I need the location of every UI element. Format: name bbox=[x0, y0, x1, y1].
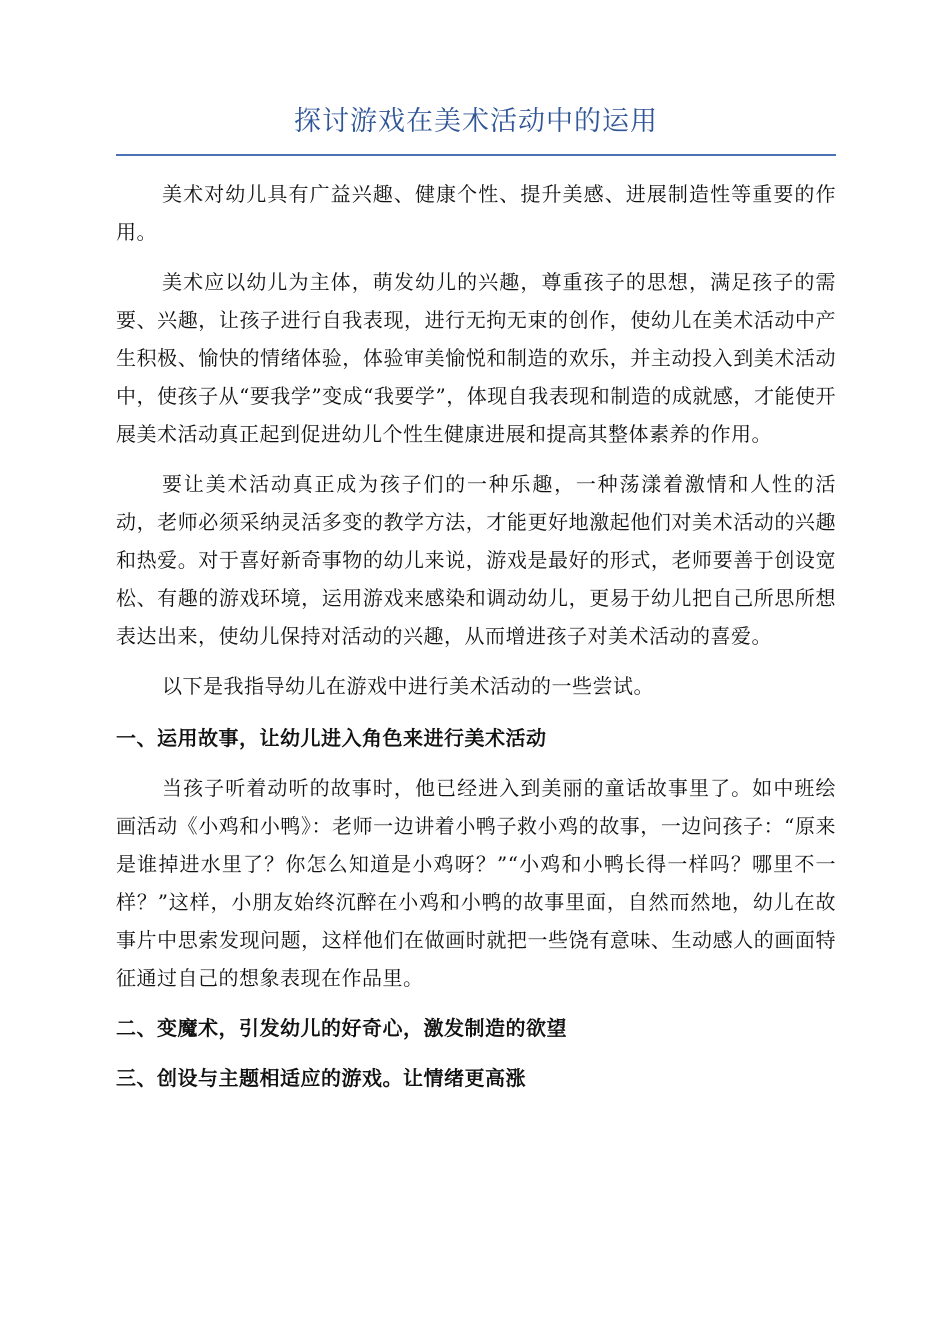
paragraph-games: 要让美术活动真正成为孩子们的一种乐趣，一种荡漾着激情和人性的活动，老师必须采纳灵活多变的教学方法，才能更好地激起他们对美术活动的兴趣和热爱。对于喜好新奇事物的幼儿来说，游戏是最好的形式，老师要善于创设宽松、有趣的游戏环境，运用游戏来感染和调动幼儿，更易于幼儿把自己所思所想表达出来，使幼儿保持对活动的兴趣，从而增进孩子对美术活动的喜爱。 bbox=[116, 472, 836, 648]
document-title: 探讨游戏在美术活动中的运用 bbox=[294, 106, 658, 137]
section-heading-1: 一、运用故事，让幼儿进入角色来进行美术活动 bbox=[116, 726, 547, 750]
paragraph-subject: 美术应以幼儿为主体，萌发幼儿的兴趣，尊重孩子的思想，满足孩子的需要、兴趣，让孩子进行自我表现，进行无拘无束的创作，使幼儿在美术活动中产生积极、愉快的情绪体验，体验审美愉悦和制造的欢乐，并主动投入到美术活动中，使孩子从“要我学”变成“我要学”，体现自我表现和制造的成就感，才能使开展美术活动真正起到促进幼儿个性生健康进展和提高其整体素养的作用。 bbox=[116, 270, 836, 446]
paragraph-intro: 美术对幼儿具有广益兴趣、健康个性、提升美感、进展制造性等重要的作用。 bbox=[116, 182, 836, 244]
paragraph-attempts: 以下是我指导幼儿在游戏中进行美术活动的一些尝试。 bbox=[162, 674, 654, 698]
document-page bbox=[116, 100, 836, 1097]
section-heading-2: 二、变魔术，引发幼儿的好奇心，激发制造的欲望 bbox=[116, 1016, 567, 1040]
section-1-body: 当孩子听着动听的故事时，他已经进入到美丽的童话故事里了。如中班绘画活动《小鸡和小鸭》：老师一边讲着小鸭子救小鸡的故事，一边问孩子：“原来是谁掉进水里了？你怎么知道是小鸡呀？”“小鸡和小鸭长得一样吗？哪里不一样？”这样，小朋友始终沉醉在小鸡和小鸭的故事里面，自然而然地，幼儿在故事片中思索发现问题，这样他们在做画时就把一些饶有意味、生动感人的画面特征通过自己的想象表现在作品里。 bbox=[116, 776, 836, 990]
title-underline bbox=[116, 154, 836, 157]
section-heading-3: 三、创设与主题相适应的游戏。让情绪更高涨 bbox=[116, 1066, 526, 1090]
